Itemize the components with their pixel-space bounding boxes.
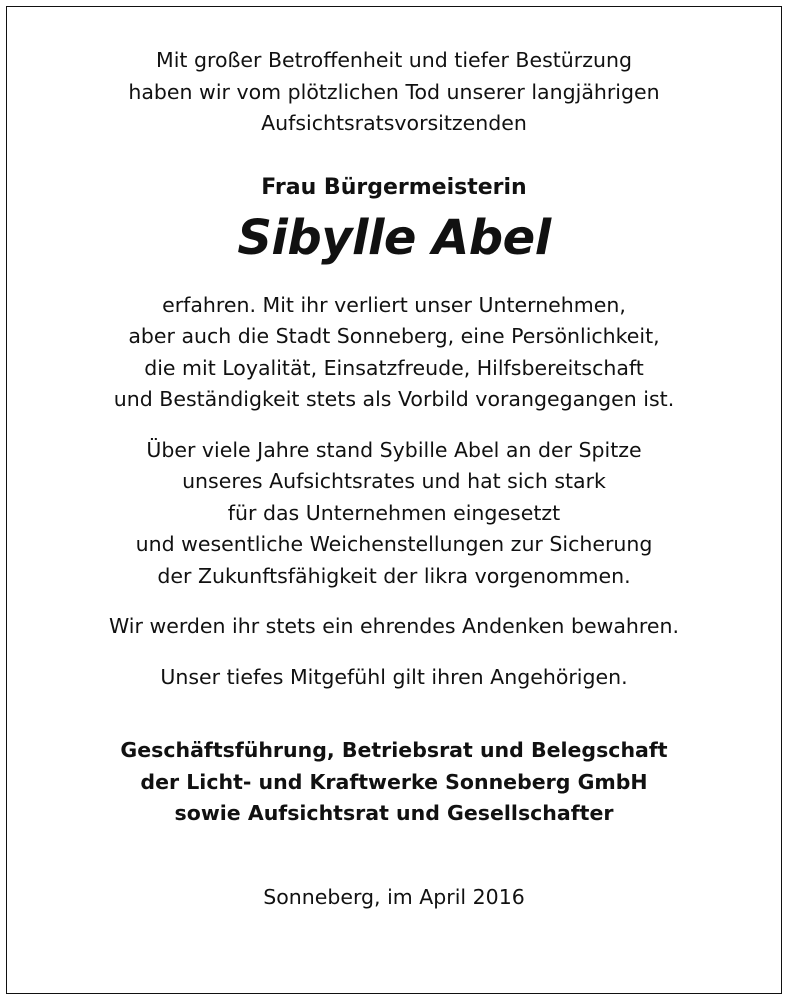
place-date: Sonneberg, im April 2016 [263, 884, 525, 909]
signatory-line: Geschäftsführung, Betriebsrat und Belegschaft [120, 738, 668, 762]
deceased-name: Sibylle Abel [237, 209, 551, 266]
signatory-line: der Licht- und Kraftwerke Sonneberg GmbH [140, 769, 648, 794]
intro-line: haben wir vom plötzlichen Tod unserer langjährigen [128, 79, 660, 104]
career-line: unseres Aufsichtsrates und hat sich stark [182, 469, 606, 493]
tribute-line: die mit Loyalität, Einsatzfreude, Hilfsbereitschaft [144, 355, 644, 380]
intro-paragraph [0, 0, 788, 140]
tribute-line: erfahren. Mit ihr verliert unser Unternehmen, [162, 292, 626, 317]
career-line: Über viele Jahre stand Sybille Abel an der Spitze [146, 437, 642, 462]
tribute-line: und Beständigkeit stets als Vorbild vorangegangen ist. [113, 387, 675, 411]
intro-line: Mit großer Betroffenheit und tiefer Bestürzung [156, 48, 632, 72]
signatories [0, 735, 788, 830]
intro-line: Aufsichtsratsvorsitzenden [261, 111, 527, 135]
remembrance-line: Wir werden ihr stets ein ehrendes Andenken bewahren. [108, 614, 679, 638]
career-paragraph [0, 435, 788, 593]
career-line: für das Unternehmen eingesetzt [227, 500, 561, 525]
signatory-line: sowie Aufsichtsrat und Gesellschafter [174, 801, 614, 825]
deceased-title: Frau Bürgermeisterin [261, 174, 527, 200]
career-line: und wesentliche Weichenstellungen zur Sicherung [135, 532, 653, 556]
condolence-line: Unser tiefes Mitgefühl gilt ihren Angehörigen. [160, 664, 628, 689]
career-line: der Zukunftsfähigkeit der likra vorgenommen. [157, 563, 631, 588]
tribute-line: aber auch die Stadt Sonneberg, eine Persönlichkeit, [128, 324, 660, 348]
tribute-paragraph [0, 290, 788, 416]
